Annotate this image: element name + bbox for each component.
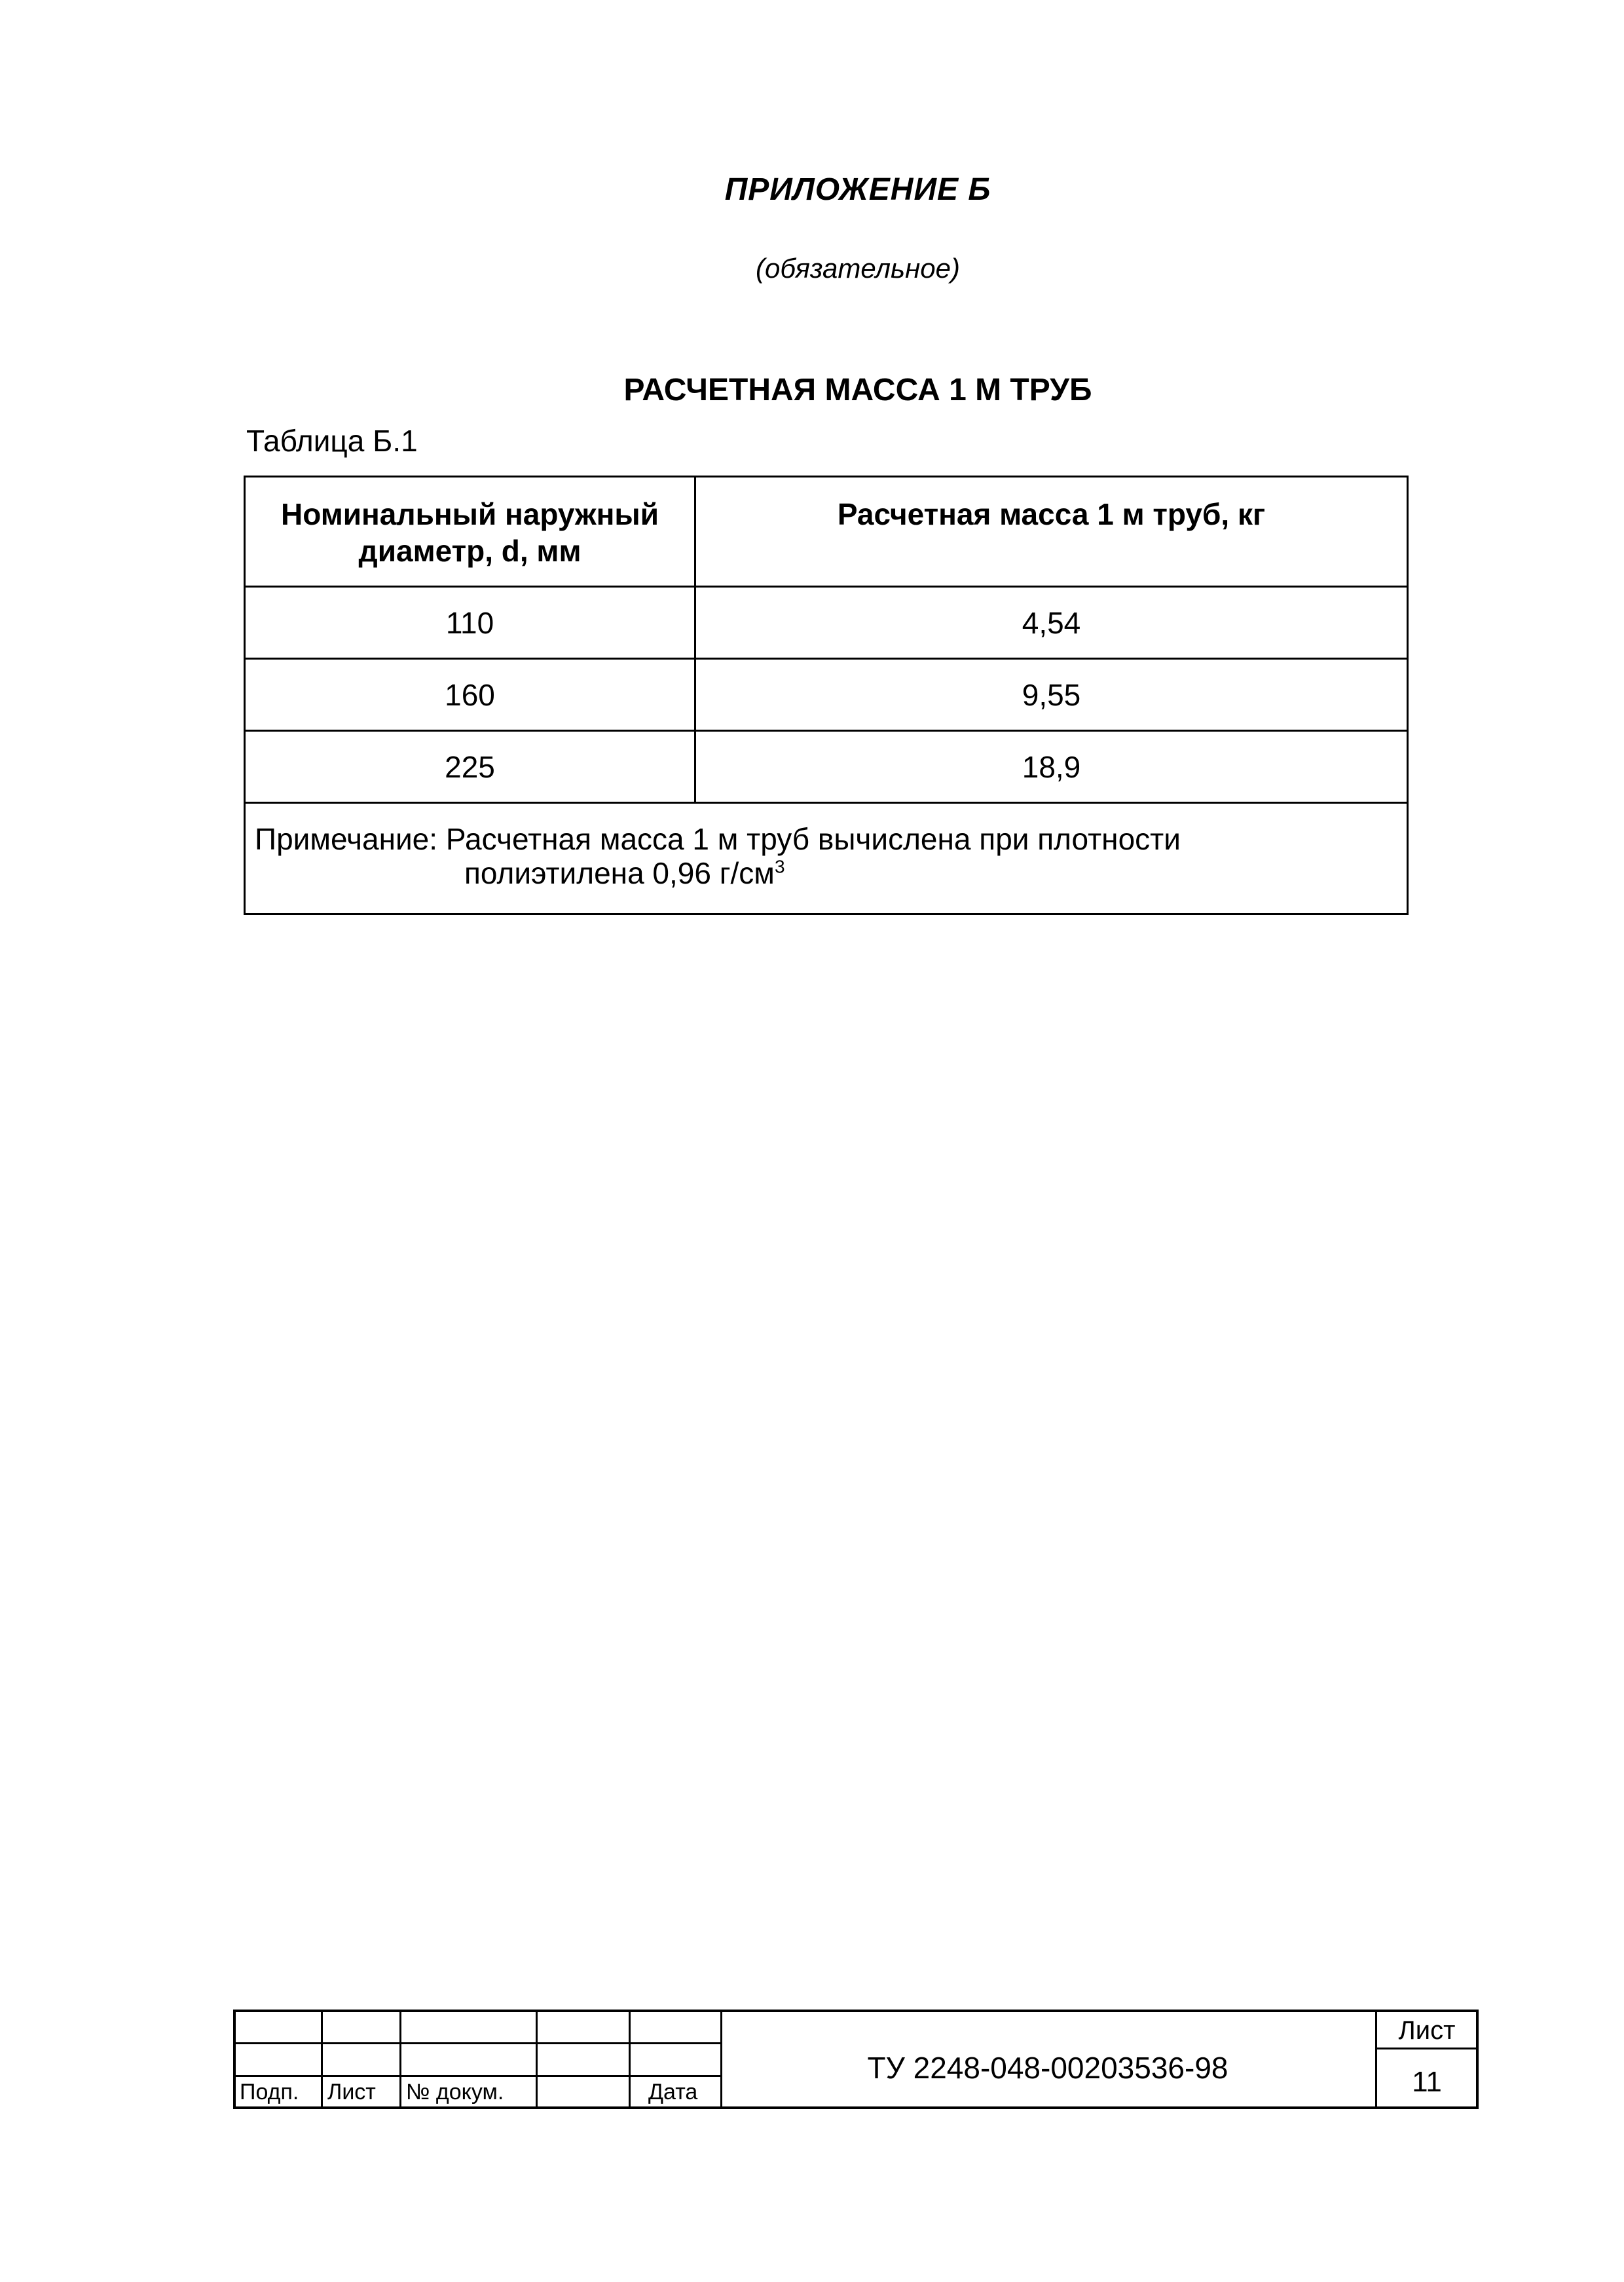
header-diameter: Номинальный наружный диаметр, d, мм xyxy=(245,477,695,587)
table-row xyxy=(245,587,1408,659)
cell-diameter: 110 xyxy=(245,587,695,659)
title-block-rule xyxy=(1375,2048,1479,2049)
cell-diameter: 225 xyxy=(245,731,695,803)
appendix-title: ПРИЛОЖЕНИЕ Б xyxy=(724,172,991,207)
table-row xyxy=(245,731,1408,803)
cell-mass: 18,9 xyxy=(695,731,1408,803)
header-mass: Расчетная масса 1 м труб, кг xyxy=(695,477,1408,587)
note-superscript: 3 xyxy=(774,856,785,877)
title-block-rule xyxy=(236,2042,720,2044)
title-block-divider xyxy=(321,2012,323,2106)
table-note-row xyxy=(245,803,1408,914)
title-block-divider xyxy=(629,2012,631,2106)
sheet-label: Лист xyxy=(1398,2016,1456,2045)
document-heading: РАСЧЕТНАЯ МАССА 1 М ТРУБ xyxy=(623,373,1092,407)
note-line1: Расчетная масса 1 м труб вычислена при плотности xyxy=(445,822,1181,856)
label-signature: Подп. xyxy=(240,2080,299,2104)
table-label: Таблица Б.1 xyxy=(246,424,418,458)
label-date: Дата xyxy=(648,2080,698,2104)
table-note xyxy=(245,803,1408,914)
label-sheet: Лист xyxy=(327,2080,376,2104)
sheet-number: 11 xyxy=(1412,2066,1442,2098)
cell-diameter: 160 xyxy=(245,659,695,731)
title-block-divider xyxy=(536,2012,538,2106)
table-row xyxy=(245,659,1408,731)
title-block xyxy=(233,2010,1479,2109)
document-number: ТУ 2248-048-00203536-98 xyxy=(867,2051,1228,2085)
appendix-subtitle: (обязательное) xyxy=(756,253,960,284)
cell-mass: 4,54 xyxy=(695,587,1408,659)
title-block-rule xyxy=(236,2075,720,2077)
title-block-divider xyxy=(399,2012,401,2106)
mass-table xyxy=(244,476,1409,915)
label-doc-number: № докум. xyxy=(406,2080,504,2104)
note-line2-wrap xyxy=(255,856,1407,890)
note-line2: полиэтилена 0,96 г/см xyxy=(464,856,775,890)
cell-mass: 9,55 xyxy=(695,659,1408,731)
note-prefix: Примечание: xyxy=(255,822,438,856)
table-header-row xyxy=(245,477,1408,587)
